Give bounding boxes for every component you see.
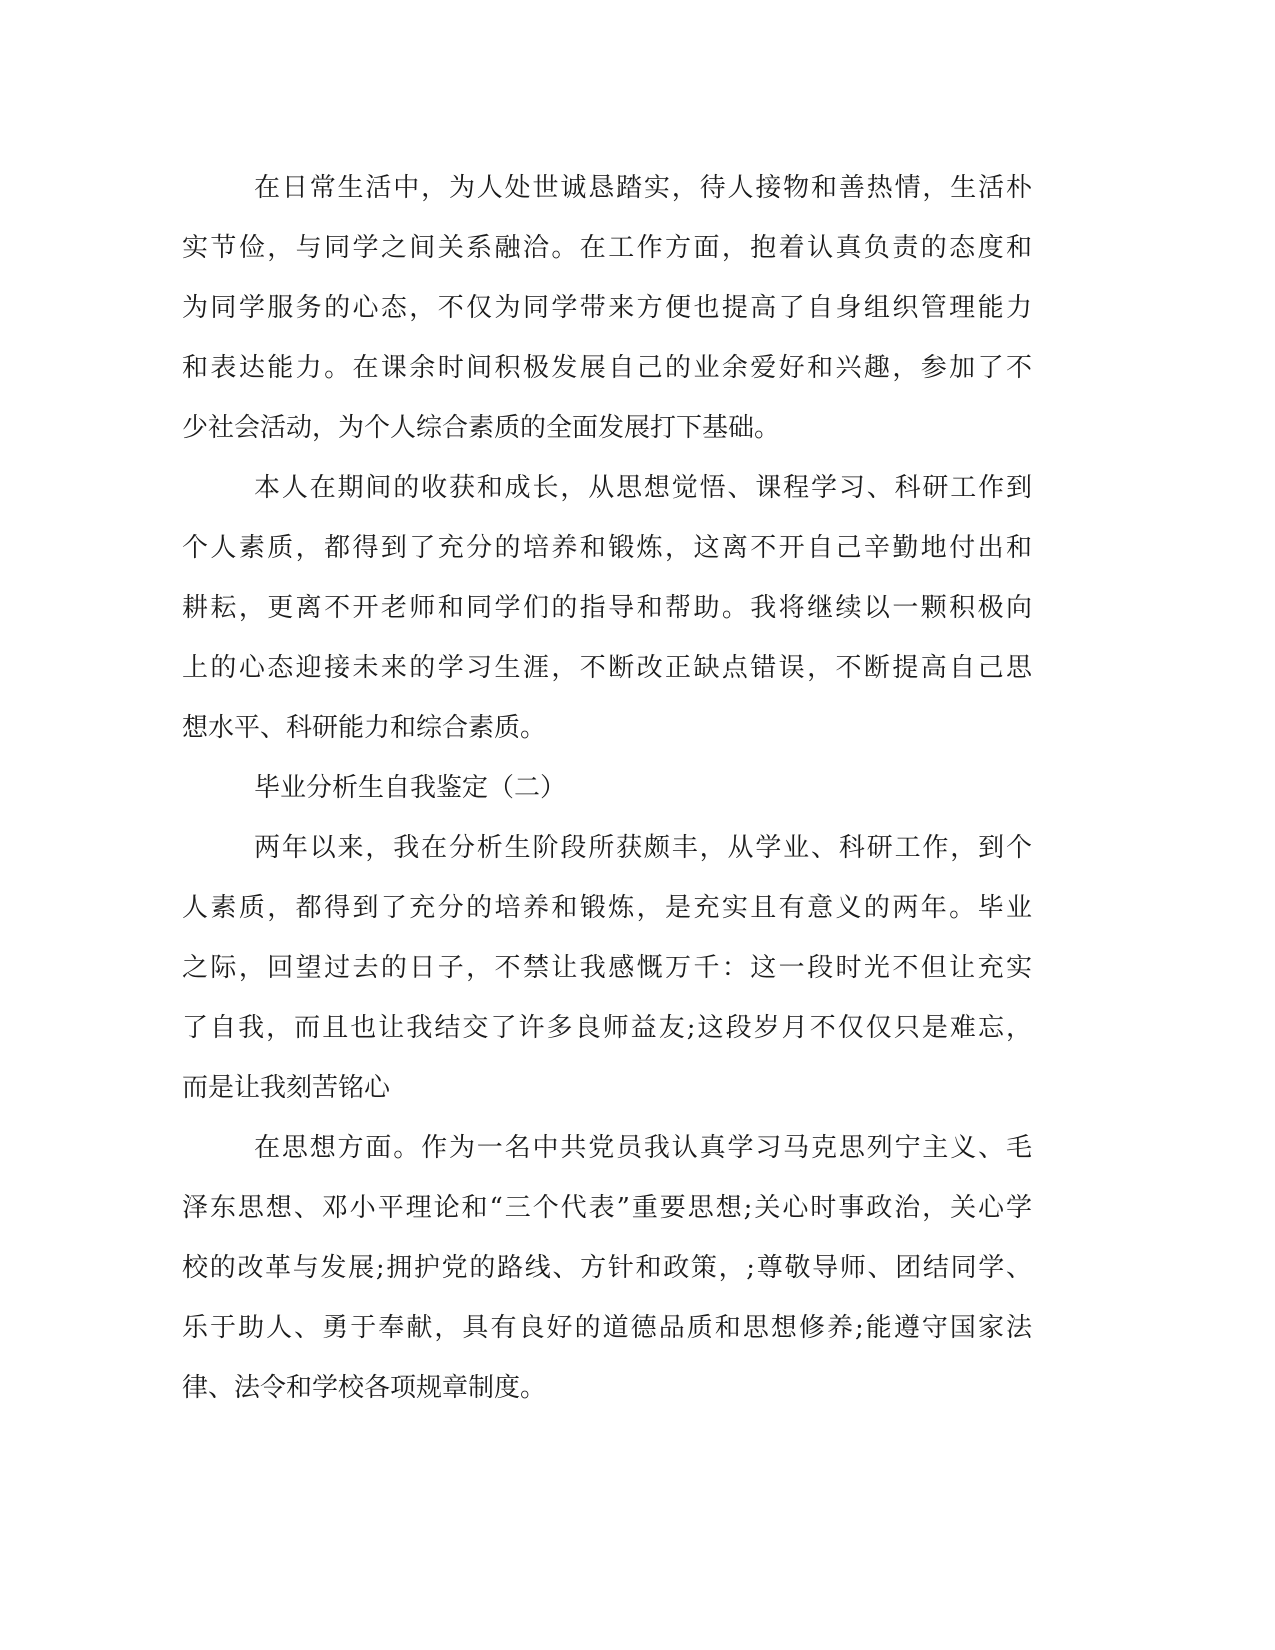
text-line: 人素质，都得到了充分的培养和锻炼，是充实且有意义的两年。毕业 — [182, 893, 1032, 923]
text-line: 律、法令和学校各项规章制度。 — [182, 1373, 547, 1403]
text-line: 在思想方面。作为一名中共党员我认真学习马克思列宁主义、毛 — [254, 1133, 1032, 1163]
paragraph-3 — [182, 818, 1032, 1118]
text-line: 之际，回望过去的日子，不禁让我感慨万千：这一段时光不但让充实 — [182, 953, 1032, 983]
text-line: 和表达能力。在课余时间积极发展自己的业余爱好和兴趣，参加了不 — [182, 353, 1032, 383]
section-heading — [182, 758, 1032, 818]
text-line: 在日常生活中，为人处世诚恳踏实，待人接物和善热情，生活朴 — [254, 173, 1032, 203]
text-line: 而是让我刻苦铭心 — [182, 1073, 391, 1103]
text-line: 上的心态迎接未来的学习生涯，不断改正缺点错误，不断提高自己思 — [182, 653, 1032, 683]
text-line: 耕耘，更离不开老师和同学们的指导和帮助。我将继续以一颗积极向 — [182, 593, 1032, 623]
document-body — [182, 158, 1032, 1418]
text-line: 个人素质，都得到了充分的培养和锻炼，这离不开自己辛勤地付出和 — [182, 533, 1032, 563]
text-line: 为同学服务的心态，不仅为同学带来方便也提高了自身组织管理能力 — [182, 293, 1032, 323]
text-line: 两年以来，我在分析生阶段所获颇丰，从学业、科研工作，到个 — [254, 833, 1032, 863]
text-line: 实节俭，与同学之间关系融洽。在工作方面，抱着认真负责的态度和 — [182, 233, 1032, 263]
text-line: 少社会活动，为个人综合素质的全面发展打下基础。 — [182, 413, 781, 443]
paragraph-1 — [182, 158, 1032, 458]
text-line: 本人在期间的收获和成长，从思想觉悟、课程学习、科研工作到 — [254, 473, 1032, 503]
heading-text: 毕业分析生自我鉴定（二） — [254, 773, 567, 803]
text-line: 了自我，而且也让我结交了许多良师益友;这段岁月不仅仅只是难忘， — [182, 1013, 1032, 1043]
paragraph-2 — [182, 458, 1032, 758]
text-line: 想水平、科研能力和综合素质。 — [182, 713, 547, 743]
text-line: 泽东思想、邓小平理论和“三个代表”重要思想;关心时事政治，关心学 — [182, 1193, 1032, 1223]
paragraph-4 — [182, 1118, 1032, 1418]
text-line: 校的改革与发展;拥护党的路线、方针和政策，;尊敬导师、团结同学、 — [182, 1253, 1032, 1283]
text-line: 乐于助人、勇于奉献，具有良好的道德品质和思想修养;能遵守国家法 — [182, 1313, 1032, 1343]
